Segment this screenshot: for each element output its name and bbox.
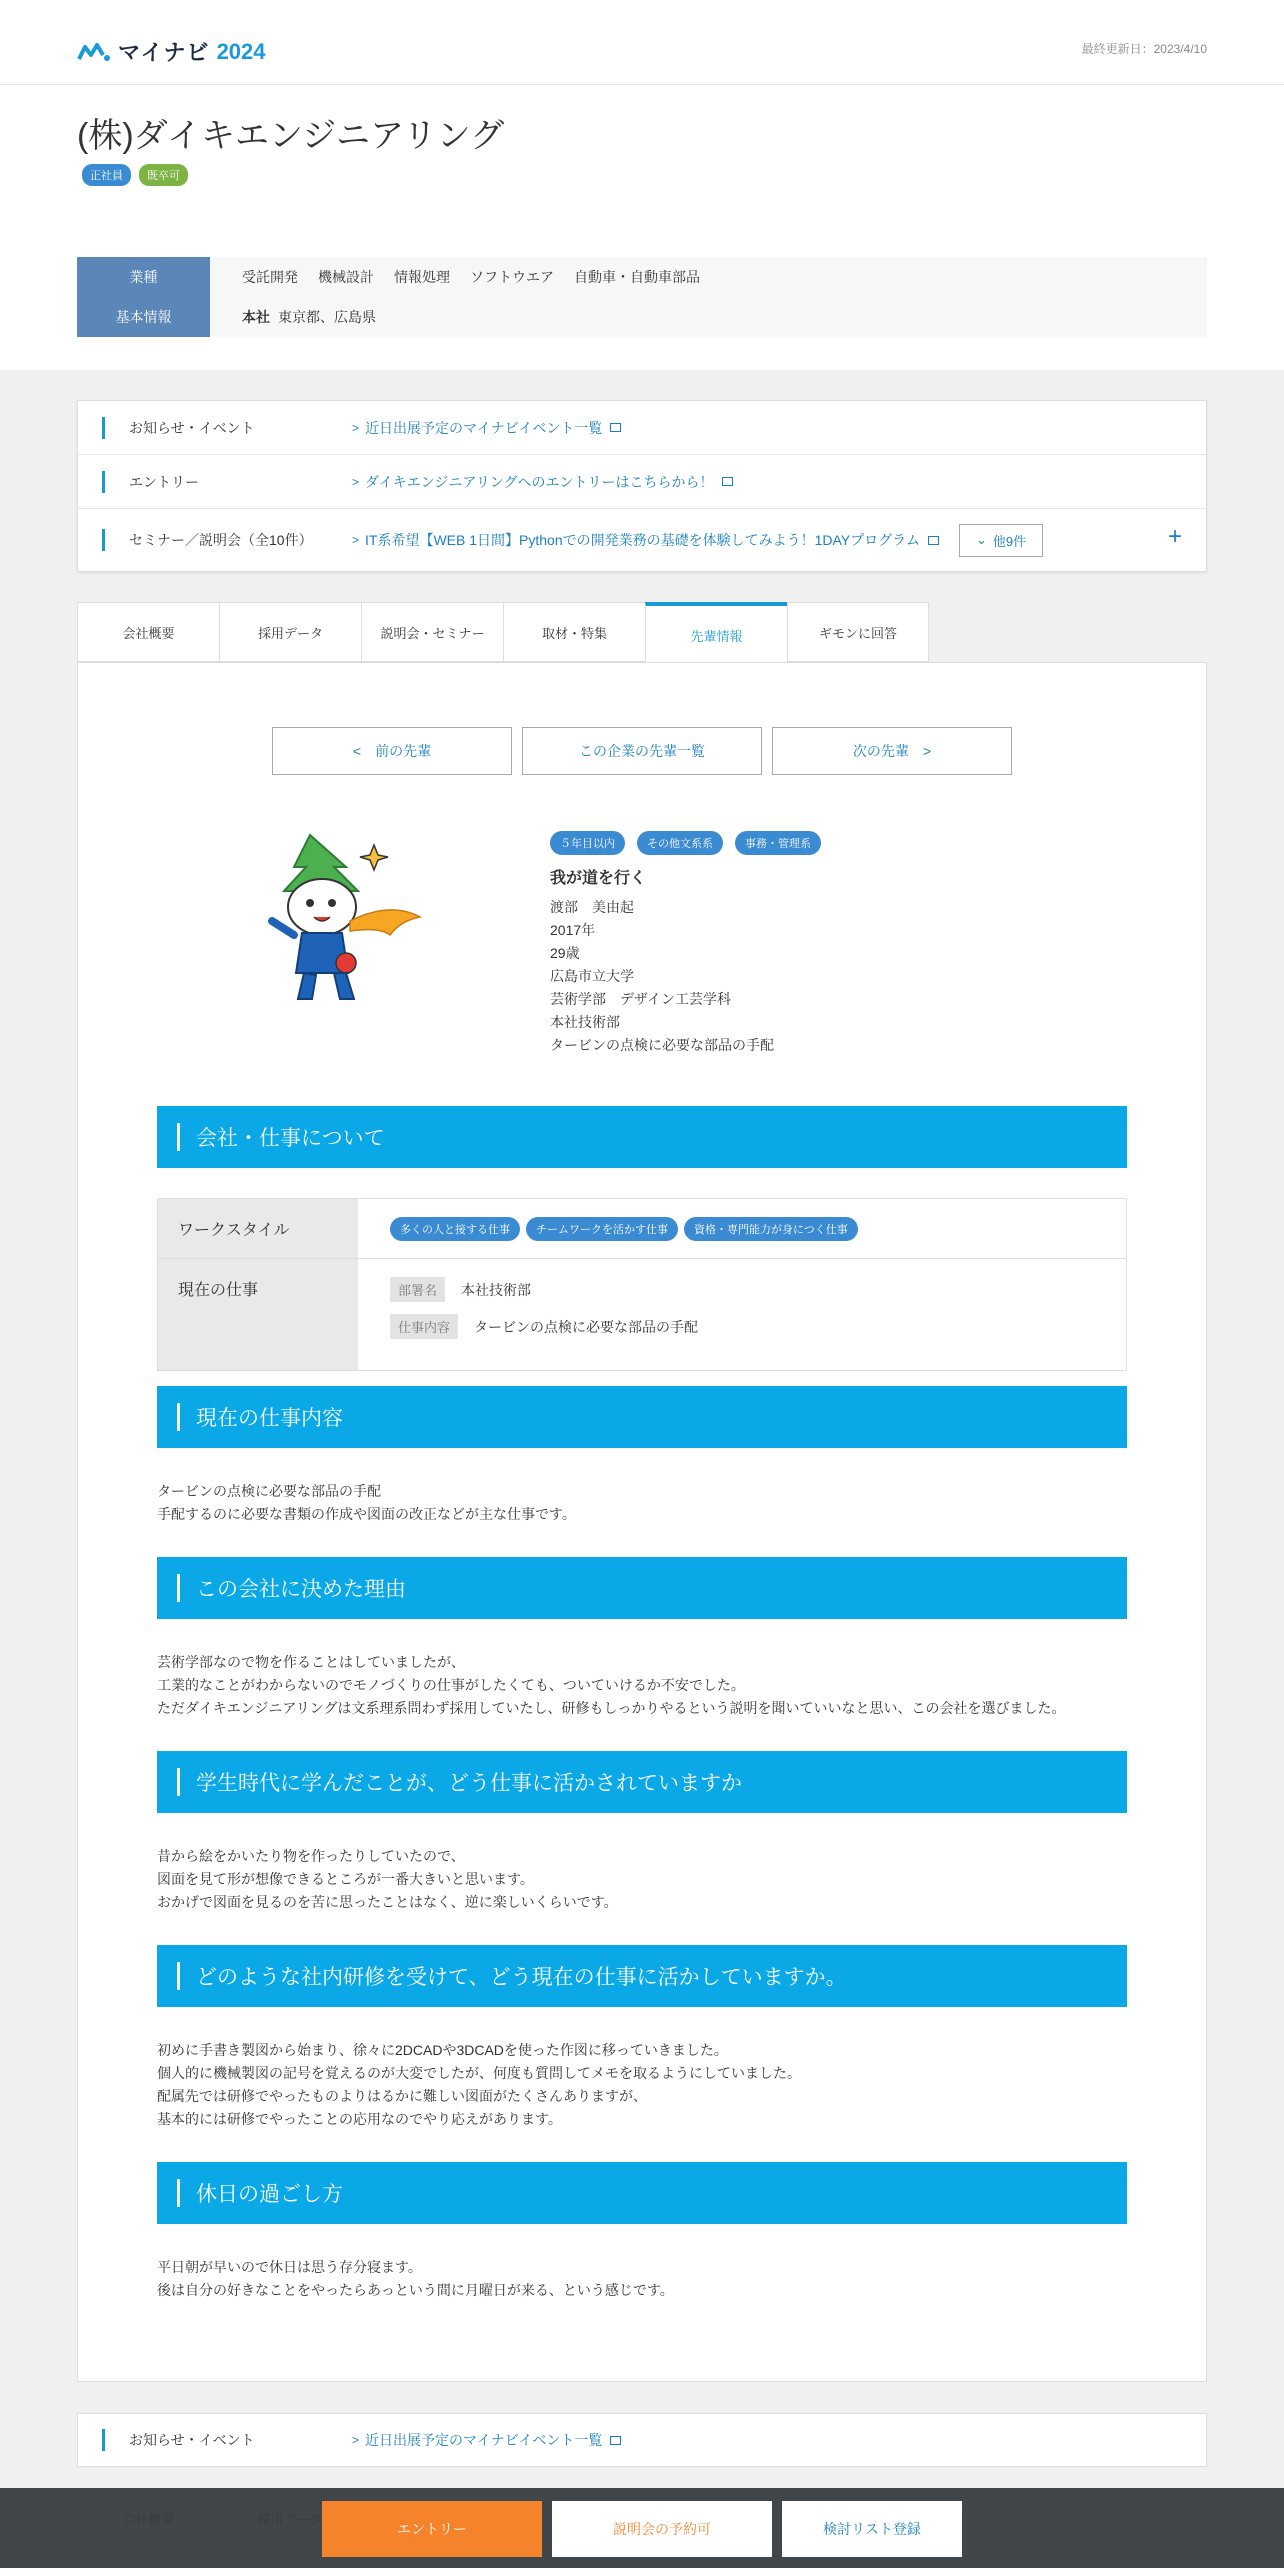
paragraph-line: 配属先では研修でやったものよりはるかに難しい図面がたくさんありますが、	[157, 2088, 647, 2104]
notice-label: お知らせ・イベント	[102, 2429, 352, 2451]
bottom-events-link[interactable]	[352, 2430, 621, 2450]
senpai-profile	[550, 831, 821, 1057]
company-header	[0, 0, 1284, 370]
tab-recruit-data[interactable]: 採用データ	[219, 602, 361, 662]
hq-value: 東京都、広島県	[278, 309, 376, 325]
industry-row	[77, 257, 1207, 297]
mynavi-logo-icon	[77, 41, 113, 63]
profile-join-year: 2017年	[550, 922, 596, 938]
paragraph-line: 後は自分の好きなことをやったらあっという間に月曜日が来る、という感じです。	[157, 2282, 674, 2298]
company-info-table	[77, 257, 1207, 337]
work-style-tag: チームワークを活かす仕事	[526, 1217, 678, 1241]
seminar-link-text: IT系希望【WEB 1日間】Pythonでの開発業務の基礎を体験してみよう！1DAYプログラム	[365, 532, 920, 548]
section-heading-about: 会社・仕事について	[157, 1106, 1127, 1168]
logo-year: 2024	[216, 38, 266, 64]
tab-qa[interactable]: ギモンに回答	[787, 602, 929, 662]
paragraph-line: ただダイキエンジニアリングは文系理系問わず採用していたし、研修もしっかりやるという説明を聞いていいなと思い、この会社を選びました。	[157, 1700, 1066, 1716]
expand-plus-icon[interactable]: +	[1167, 523, 1182, 550]
paragraph-line: 芸術学部なので物を作ることはしていましたが、	[157, 1654, 465, 1670]
content-pair	[390, 1314, 1094, 1339]
company-tabs	[77, 602, 929, 664]
more-seminars-label: 他9件	[992, 533, 1027, 549]
section-heading-current: 現在の仕事内容	[157, 1386, 1127, 1448]
industry-item: 機械設計	[318, 269, 374, 285]
industry-item: ソフトウエア	[470, 269, 554, 285]
current-job-row	[158, 1259, 1126, 1370]
dept-key: 部署名	[390, 1277, 445, 1302]
chevron-left-icon: <	[352, 743, 362, 759]
tab-features[interactable]: 取材・特集	[503, 602, 645, 662]
industry-values	[210, 257, 700, 297]
section-heading-holiday: 休日の過ごし方	[157, 2162, 1127, 2224]
dept-pair	[390, 1277, 1094, 1302]
external-link-icon	[722, 477, 733, 486]
bottom-events-link-text: 近日出展予定のマイナビイベント一覧	[365, 2432, 603, 2448]
external-link-icon	[610, 2436, 621, 2445]
basic-info-label: 基本情報	[77, 297, 210, 337]
paragraph-line: 工業的なことがわからないのでモノづくりの仕事がしたくても、ついていけるか不安でした。	[157, 1677, 745, 1693]
notice-row-seminar	[78, 509, 1206, 571]
reserve-seminar-button[interactable]: 説明会の予約可	[552, 2501, 772, 2557]
top-bar	[0, 0, 1284, 85]
profile-school: 広島市立大学	[550, 968, 634, 984]
prev-senpai-label: 前の先輩	[375, 743, 432, 759]
basic-info-row	[77, 297, 1207, 337]
paragraph-line: 平日朝が早いので休日は思う存分寝ます。	[157, 2259, 422, 2275]
external-link-icon	[610, 423, 621, 432]
notice-box	[77, 400, 1207, 572]
work-style-row	[158, 1199, 1126, 1259]
tag-major: その他文系系	[637, 831, 723, 855]
events-link[interactable]	[352, 418, 621, 438]
mynavi-logo[interactable]	[77, 36, 266, 67]
industry-item: 受託開発	[242, 269, 298, 285]
content-value: タービンの点検に必要な部品の手配	[474, 1318, 699, 1335]
seminar-link[interactable]	[352, 530, 939, 550]
work-style-tag: 資格・専門能力が身につく仕事	[684, 1217, 858, 1241]
tab-seminars[interactable]: 説明会・セミナー	[361, 602, 503, 662]
bottom-notice-row	[78, 2409, 1206, 2471]
add-to-list-button[interactable]: 検討リスト登録	[782, 2501, 962, 2557]
current-job-label: 現在の仕事	[158, 1259, 358, 1370]
mascot-illustration	[254, 825, 454, 1025]
entry-link-text: ダイキエンジニアリングへのエントリーはこちらから！	[365, 473, 714, 490]
badge-fulltime: 正社員	[82, 164, 131, 186]
notice-row-events	[78, 401, 1206, 455]
next-senpai-button[interactable]	[772, 727, 1012, 775]
external-link-icon	[928, 536, 939, 545]
section-heading-student: 学生時代に学んだことが、どう仕事に活かされていますか	[157, 1751, 1127, 1813]
senpai-navigation	[272, 727, 1012, 775]
senpai-list-button[interactable]	[522, 727, 762, 775]
paragraph-line: 図面を見て形が想像できるところが一番大きいと思います。	[157, 1871, 534, 1887]
work-style-tag: 多くの人と接する仕事	[390, 1217, 520, 1241]
profile-dept: 本社技術部	[550, 1014, 620, 1030]
chevron-right-icon: >	[352, 2433, 360, 2447]
bottom-notice-box	[77, 2413, 1207, 2467]
profile-job: タービンの点検に必要な部品の手配	[550, 1037, 774, 1053]
paragraph-line: 初めに手書き製図から始まり、徐々に2DCADや3DCADを使った作図に移っていきました。	[157, 2042, 728, 2058]
paragraph-line: おかげで図面を見るのを苦に思ったことはなく、逆に楽しいくらいです。	[157, 1894, 618, 1910]
work-table	[157, 1198, 1127, 1371]
paragraph-line: 昔から絵をかいたり物を作ったりしていたので、	[157, 1848, 465, 1864]
company-name: (株)ダイキエンジニアリング	[77, 117, 505, 155]
industry-item: 情報処理	[394, 269, 450, 285]
logo-brand: マイナビ	[118, 40, 210, 65]
tab-senpai[interactable]: 先輩情報	[645, 602, 787, 664]
paragraph-current	[157, 1480, 1127, 1526]
events-link-text: 近日出展予定のマイナビイベント一覧	[365, 419, 603, 436]
chevron-right-icon: >	[352, 420, 360, 435]
notice-label: セミナー／説明会（全10件）	[102, 529, 352, 551]
senpai-panel	[77, 662, 1207, 2382]
last-updated: 最終更新日：2023/4/10	[1081, 42, 1207, 56]
chevron-right-icon: >	[352, 533, 360, 547]
paragraph-student	[157, 1845, 1127, 1914]
senpai-list-label: この企業の先輩一覧	[579, 743, 705, 759]
chevron-right-icon: >	[922, 743, 932, 759]
current-job-details	[358, 1259, 1126, 1370]
tag-job-type: 事務・管理系	[735, 831, 821, 855]
chevron-down-icon: ⌄	[976, 532, 987, 547]
entry-link[interactable]	[352, 472, 733, 492]
content-key: 仕事内容	[390, 1314, 458, 1339]
paragraph-holiday	[157, 2256, 1127, 2302]
chevron-right-icon: >	[352, 474, 360, 489]
paragraph-line: 個人的に機械製図の記号を覚えるのが大変でしたが、何度も質問してメモを取るようにしていました。	[157, 2065, 801, 2081]
work-style-label: ワークスタイル	[158, 1199, 358, 1258]
section-heading-reason: この会社に決めた理由	[157, 1557, 1127, 1619]
basic-info-value	[210, 297, 376, 337]
badge-graduate-ok: 既卒可	[139, 164, 188, 186]
profile-title: 我が道を行く	[550, 870, 647, 887]
employment-badges	[82, 164, 188, 186]
notice-label: お知らせ・イベント	[102, 417, 352, 439]
notice-row-entry	[78, 455, 1206, 509]
next-senpai-label: 次の先輩	[852, 743, 909, 759]
notice-label: エントリー	[102, 471, 352, 493]
profile-tags	[550, 831, 821, 855]
paragraph-reason	[157, 1651, 1127, 1720]
profile-faculty: 芸術学部 デザイン工芸学科	[550, 991, 732, 1007]
paragraph-training	[157, 2039, 1127, 2131]
work-style-tags	[358, 1199, 1126, 1258]
paragraph-line: タービンの点検に必要な部品の手配	[157, 1483, 381, 1499]
profile-name: 渡部 美由起	[550, 899, 634, 915]
dept-value: 本社技術部	[461, 1281, 532, 1298]
hq-label: 本社	[242, 309, 270, 325]
tab-overview[interactable]: 会社概要	[77, 602, 219, 662]
tag-years: ５年目以内	[550, 831, 625, 855]
section-heading-training: どのような社内研修を受けて、どう現在の仕事に活かしていますか。	[157, 1945, 1127, 2007]
prev-senpai-button[interactable]	[272, 727, 512, 775]
more-seminars-button[interactable]	[959, 524, 1043, 557]
profile-age: 29歳	[550, 945, 580, 961]
entry-button[interactable]: エントリー	[322, 2501, 542, 2557]
paragraph-line: 基本的には研修でやったことの応用なのでやり応えがあります。	[157, 2111, 562, 2127]
paragraph-line: 手配するのに必要な書類の作成や図面の改正などが主な仕事です。	[157, 1506, 576, 1522]
industry-item: 自動車・自動車部品	[574, 269, 700, 285]
industry-label: 業種	[77, 257, 210, 297]
